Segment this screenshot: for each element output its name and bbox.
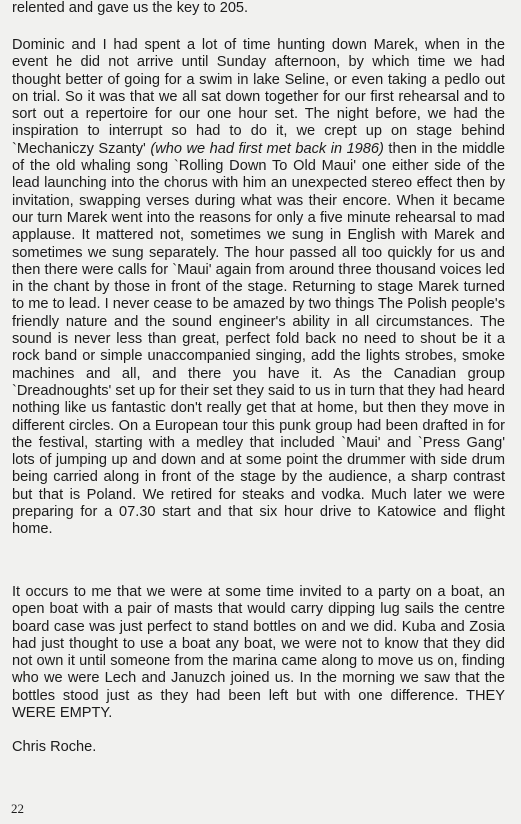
paragraph-rehearsal-story: [12, 37, 505, 539]
paragraph-rehearsal-part1: Dominic and I had spent a lot of time hunting down Marek, when in the event he did not arrive until Sunday afternoon, by which time we had thought better of going for a swim in lake Seline, or even taking a pedlo out on trial. So it was that we all sat down together for our first rehearsal and to sort out a repertoire for our one hour set. The night before, we had the inspiration to interrupt so had to do it, we crept up on stage behind `Mechaniczy Szanty': [12, 37, 505, 157]
paragraph-rehearsal-italic: (who we had first met back in 1986): [150, 140, 384, 157]
paragraph-continued: relented and gave us the key to 205.: [12, 0, 249, 16]
paragraph-boat-party: It occurs to me that we were at some time invited to a party on a boat, an open boat with a pair of masts that would carry dipping lug sails the centre board case was just perfect to stand bottles on and we did. Kuba and Zosia had just thought to use a boat any boat, we were not to know that they did not own it until someone from the marina came along to move us on, finding who we were Lech and Januzch joined us. In the morning we saw that the bottles stood just as they had been left but with one difference. THEY WERE EMPTY.: [12, 584, 505, 722]
page-number: 22: [11, 801, 24, 816]
author-signature: Chris Roche.: [12, 739, 97, 755]
paragraph-rehearsal-part2: then in the middle of the old whaling song `Rolling Down To Old Maui' one either side of the lead launching into the chorus with him an unexpected stereo effect then by invitation, swapping verses during what was their encore. When it became our turn Marek went into the reasons for only a five minute rehearsal to mad applause. It mattered not, sometimes we sung in English with Marek and sometimes we sung separately. The hour passed all too quickly for us and then there were calls for `Maui' again from around three thousand voices led in the chant by those in front of the stage. Returning to stage Marek turned to me to lead. I never cease to be amazed by two things The Polish people's friendly nature and the sound engineer's ability in all circumstances. The sound is never less than great, perfect fold back no need to shout be it a rock band or simple unaccompanied singing, add the lights strobes, smoke machines and all, and there you have it. As the Canadian group `Dreadnoughts' set up for their set they said to us in turn that they had heard nothing like us fantastic don't really get that at home, but then they move in different circles. On a European tour this punk group had been drafted in for the festival, starting with a medley that included `Maui' and `Press Gang' lots of jumping up and down and at some point the drummer with side drum being carried along in front of the stage by the audience, a sharp contrast but that is Poland. We retired for steaks and vodka. Much later we were preparing for a 07.30 start and that six hour drive to Katowice and flight home.: [12, 140, 505, 538]
